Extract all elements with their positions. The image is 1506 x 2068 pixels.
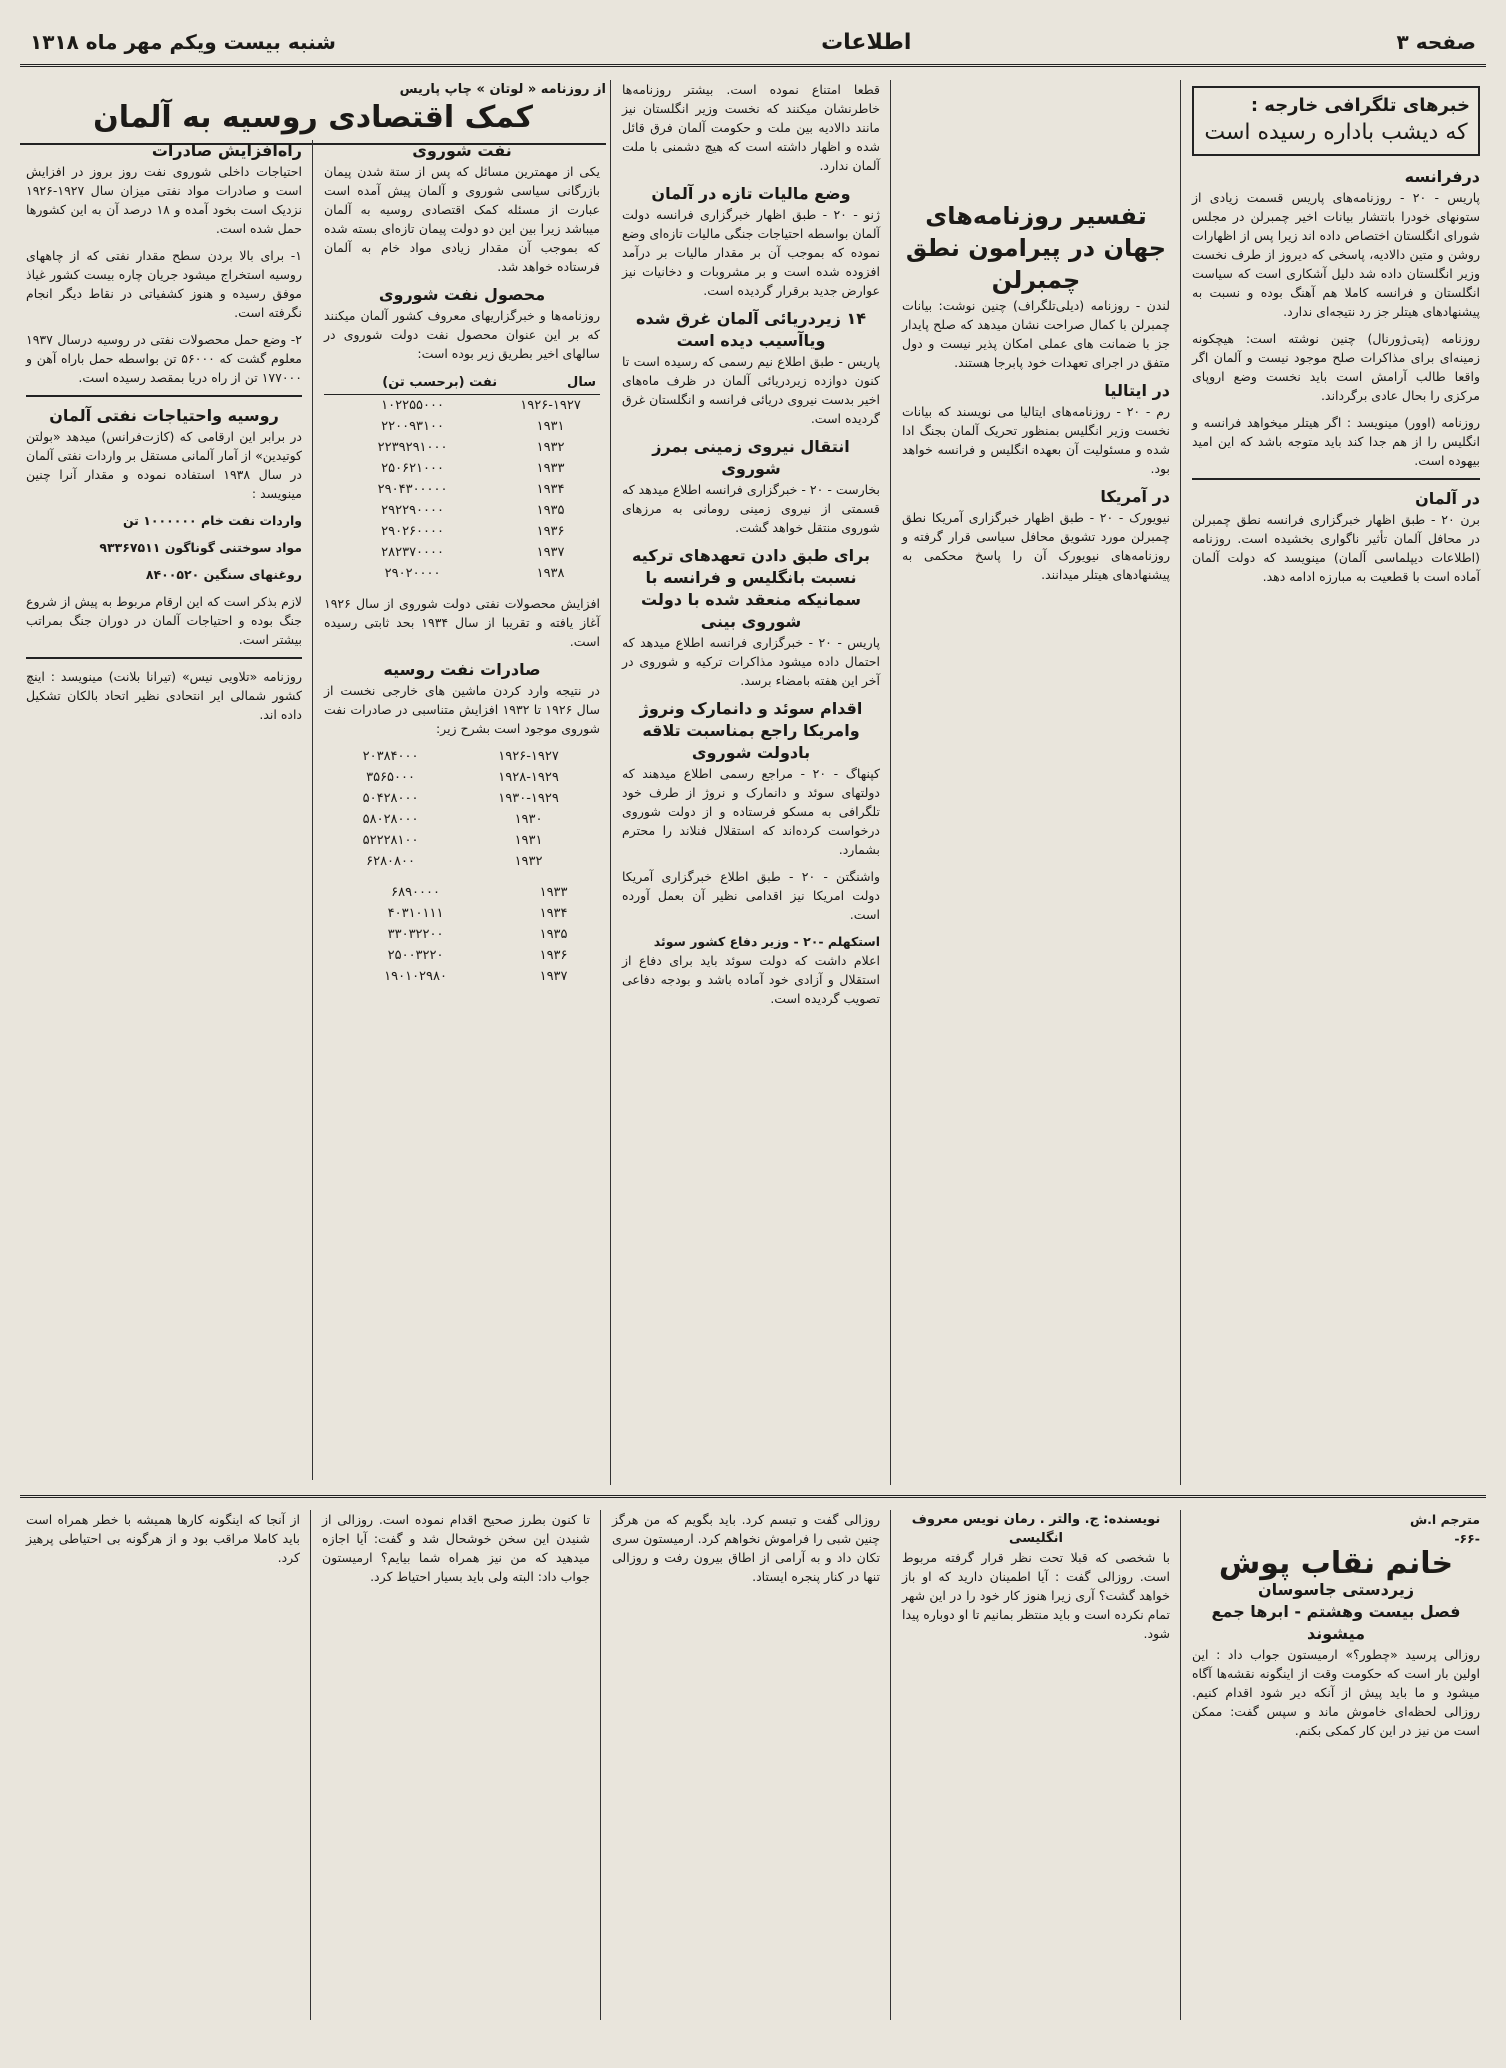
- table-row: [324, 851, 600, 872]
- table-row: [324, 542, 600, 563]
- table-cell: ۱۹۳۰-۱۹۲۹: [498, 791, 559, 806]
- economy-column-right: [318, 140, 606, 1480]
- table-row: [324, 458, 600, 479]
- serial-translator: مترجم ا.ش: [1409, 1512, 1480, 1527]
- table-cell: ۱۹۲۸-۱۹۲۹: [498, 770, 559, 785]
- table-cell: ۵۰۴۲۸۰۰۰: [362, 791, 419, 806]
- table-cell: ۲۸۲۳۷۰۰۰۰: [381, 545, 444, 560]
- serial-chapter: فصل بیست وهشتم - ابرها جمع میشوند: [1211, 1602, 1461, 1643]
- column-rule: [310, 1510, 311, 2020]
- serial-column-2: [896, 1510, 1176, 2020]
- column-rule: [610, 80, 611, 1485]
- table-row: [324, 788, 600, 809]
- nordic-headline: اقدام سوئد و دانمارک ونروژ وامریکا راجع بمناسبت تلاقه بادولت شوروی: [639, 699, 863, 762]
- table-row: [324, 945, 600, 966]
- table-cell: ۱۹۳۷: [539, 969, 568, 984]
- serial-credits: [1192, 1510, 1480, 1529]
- serial-text: روزالی گفت و تبسم کرد. باید بگویم که من هرگز چنین شبی را فراموش نخواهم کرد. ارمیستون سری تکان داد و به آرامی از اطاق بیرون رفت و روزالی تنها در کنار پنجره ایستاد.: [612, 1512, 880, 1584]
- table-cell: ۲۹۰۲۰۰۰۰: [384, 566, 441, 581]
- table-row: [324, 437, 600, 458]
- serial-column-5: [20, 1510, 306, 2020]
- production-col-tons: نفت (برحسب تن): [324, 371, 501, 395]
- table-cell: ۱۹۲۶-۱۹۲۷: [520, 398, 581, 413]
- serial-author: نویسنده: ج. والتر . رمان نویس معروف انگلیسی: [911, 1512, 1161, 1546]
- germany-body: برن ۲۰ - طبق اظهار خبرگزاری فرانسه نطق چمبرلن در محافل آلمان تأثیر ناگواری بخشیده است. روزنامه (اطلاعات دیپلماسی آلمان) مینویسد که دولت آلمان آماده است با قطعیت به مبارزه ادامه دهد.: [1192, 512, 1480, 584]
- table-cell: ۱۹۳۵: [539, 927, 568, 942]
- growth-body: احتیاجات داخلی شوروی نفت روز بروز در افزایش است و صادرات مواد نفتی میزان سال ۱۹۲۷-۱۹۲۶ نزدیک است بخود آمده و ۱۸ درصد آن به این کشورها حمل شده است.: [26, 164, 302, 236]
- exports-body: در نتیجه وارد کردن ماشین های خارجی نخست از سال ۱۹۲۶ تا ۱۹۳۲ افزایش متناسبی در صادرات نفت شوروی موجود است بشرح زیر:: [324, 683, 600, 736]
- table-row: [324, 903, 600, 924]
- table-row: [324, 746, 600, 767]
- column-rule: [312, 140, 313, 1480]
- divider: [1192, 478, 1480, 480]
- france-body: پاریس - ۲۰ - روزنامه‌های پاریس قسمت زیادی از ستونهای خودرا بانتشار بیانات اخیر چمبرلن در مجلس شورای انگلستان اختصاص داده اند زیرا پس از اظهارات روشن و متین دالادیه، پاسخی که دیروز از طرف نخست وزیر انگلستان داده شد دلیل آشکاری است که سیاست انگلستان و فرانسه کاملا هم آهنگ بوده و نسبت به پیشنهادهای هیتلر جز رد نتیجه‌ای ندارد.: [1192, 190, 1480, 319]
- exports-table: [324, 746, 600, 872]
- table-cell: ۴۰۳۱۰۱۱۱: [387, 906, 444, 921]
- turkey-body: پاریس - ۲۰ - خبرگزاری فرانسه اطلاع میدهد که احتمال داده میشود مذاکرات ترکیه و شوروی در آخر این هفته بامضاء برسد.: [622, 635, 880, 688]
- table-cell: ۳۳۰۳۲۲۰۰: [387, 927, 444, 942]
- newspaper-page: [20, 20, 1486, 2028]
- serial-column-3: [606, 1510, 886, 2020]
- production-note: افزایش محصولات نفتی دولت شوروی از سال ۱۹۲۶ آغاز یافته و تقریبا از سال ۱۹۳۴ بحد ثابتی رسیده است.: [324, 596, 600, 649]
- table-cell: ۱۹۳۶: [539, 948, 568, 963]
- oil-body: یکی از مهمترین مسائل که پس از ستة شدن پیمان بازرگانی سیاسی شوروی و آلمان پیش آمده است عبارت از مسئله کمک اقتصادی روسیه به آلمان میباشد زیرا بین این دو دولت پیمان تازه‌ای بسته شده که بموجب آن مقدار زیادی مواد خام به آلمان فرستاده خواهد شد.: [324, 164, 600, 274]
- table-row: [324, 521, 600, 542]
- table-cell: ۱۹۳۲: [536, 440, 565, 455]
- masthead: [20, 20, 1486, 67]
- table-row: [324, 809, 600, 830]
- serial-text: روزالی پرسید «چطور؟» ارمیستون جواب داد : این اولین بار است که حکومت وقت از اینگونه نقشه‌ها آگاه میشود و ما باید پیش از آنکه دیر شود اقدام کنیم. روزالی لحظه‌ای خاموش ماند و سپس گفت: ممکن است من نیز در این کار کمکی بکنم.: [1192, 1647, 1480, 1738]
- divider: [26, 657, 302, 659]
- washington-body: واشنگتن - ۲۰ - طبق اطلاع خبرگزاری آمریکا دولت امریکا نیز اقدامی نظیر آن بعمل آورده است.: [622, 869, 881, 922]
- france-body-3: روزنامه (اوور) مینویسد : اگر هیتلر میخواهد فرانسه و انگلیس را از هم جدا کند باید متوجه باشد که این امید بیهوده است.: [1192, 415, 1480, 468]
- column-rule: [890, 1510, 891, 2020]
- table-cell: ۲۵۰۰۳۲۲۰: [387, 948, 444, 963]
- page-number: صفحه ۳: [1396, 30, 1476, 54]
- italy-body: رم - ۲۰ - روزنامه‌های ایتالیا می نویسند که بیانات نخست وزیر انگلیس بمنظور تحریک آلمان بجنگ ادا شده و مسئولیت آن بعهده انگلیس و فرانسه خواهد بود.: [902, 404, 1170, 476]
- paper-name: اطلاعات: [821, 29, 912, 55]
- table-cell: ۱۹۳۴: [539, 906, 568, 921]
- table-cell: ۳۵۶۵۰۰۰: [366, 770, 415, 785]
- table-row: [324, 416, 600, 437]
- table-cell: ۱۹۲۶-۱۹۲۷: [498, 749, 559, 764]
- notice-text: روزنامه «تلاویی نیس» (تیرانا بلانت) مینویسد : اینچ کشور شمالی ایر انتحادی نظیر اتحاد بالکان تشکیل داده اند.: [26, 669, 302, 722]
- germany-label: در آلمان: [1415, 489, 1480, 508]
- table-row: [324, 966, 600, 987]
- production-col-year: سال: [501, 371, 600, 395]
- serial-title: خانم‌ نقاب پوش: [1218, 1546, 1454, 1581]
- table-cell: ۲۲۰۰۹۳۱۰۰: [381, 419, 444, 434]
- needs-body: در برابر این ارقامی که (کازت‌فرانس) میدهد «بولتن کوتیدین» از آمار آلمانی مستقل بر واردات نفتی آلمان در سال ۱۹۳۸ استفاده نموده و مقدار آنرا چنین مینویسد :: [25, 429, 302, 501]
- table-cell: ۱۹۳۵: [536, 503, 565, 518]
- production-table: [324, 371, 600, 584]
- table-cell: ۲۹۰۲۶۰۰۰۰: [381, 524, 444, 539]
- table-cell: ۱۹۳۷: [536, 545, 565, 560]
- exports-table-2: [324, 882, 600, 987]
- production-body: روزنامه‌ها و خبرگزاریهای معروف کشور آلمان میکنند که بر این عنوان محصول نفت دولت شوروی در سالهای اخیر بطریق زیر بوده است:: [324, 308, 600, 361]
- foreign-news-headline: تفسیر روزنامه‌های جهان در پیرامون نطق چمبرلن: [905, 202, 1167, 294]
- divider: [26, 395, 302, 397]
- table-cell: ۱۹۳۶: [536, 524, 565, 539]
- england-body: لندن - روزنامه (دیلی‌تلگراف) چنین نوشت: بیانات چمبرلن با کمال صراحت نشان میدهد که صلح پایدار جز با ضمانت های عملی امکان پذیر نیست و دول متفق در اجرای تعهدات خود پابرجا هستند.: [902, 298, 1170, 370]
- nordic-body: کپنهاگ - ۲۰ - مراجع رسمی اطلاع میدهند که دولتهای سوئد و دانمارک و نروژ از طرف خود تلگرافی به مسکو فرستاده و از دولت شوروی درخواست کرده‌اند که استقلال فنلاند را محترم بشمارد.: [622, 766, 880, 857]
- production-headline: محصول نفت شوروی: [378, 285, 546, 304]
- foreign-news-box: [1192, 86, 1480, 156]
- serial-story-band: [20, 1495, 1486, 2031]
- column-rule: [890, 80, 891, 1485]
- table-row: [324, 395, 600, 417]
- table-cell: ۱۹۳۲: [514, 854, 543, 869]
- serial-column-4: [316, 1510, 596, 2020]
- column-foreign-news-a: [1186, 80, 1486, 1485]
- table-row: [324, 500, 600, 521]
- stockholm-headline: استکهلم -۲۰ - وزیر دفاع کشور سوئد: [653, 934, 880, 949]
- italy-label: در ایتالیا: [1104, 381, 1170, 400]
- serial-text: تا کنون بطرز صحیح اقدام نموده است. روزالی از شنیدن این سخن خوشحال شد و گفت: آیا اجازه میدهید که من نیز همراه شما بیایم؟ ارمیستون جواب داد: البته ولی باید بسیار احتیاط کرد.: [322, 1512, 590, 1584]
- economy-column-left: [20, 140, 308, 1480]
- table-cell: ۵۸۰۲۸۰۰۰: [362, 812, 419, 827]
- foreign-news-kicker: خبرهای تلگرافی خارجه :: [1250, 95, 1470, 116]
- serial-number: -۶۶-: [1454, 1531, 1480, 1546]
- table-cell: ۶۲۸۰۸۰۰: [366, 854, 415, 869]
- table-cell: ۱۹۳۱: [514, 833, 543, 848]
- france-label: درفرانسه: [1404, 167, 1480, 186]
- table-cell: ۱۰۲۲۵۵۰۰۰: [381, 398, 444, 413]
- growth-headline: راه‌افزایش صادرات: [151, 141, 302, 160]
- needs-item: روغنهای سنگین ۸۴۰۰۵۲۰: [145, 567, 302, 582]
- column-rule: [1180, 80, 1181, 1485]
- table-row: [324, 767, 600, 788]
- france-body-2: روزنامه (پتی‌ژورنال) چنین نوشته است: هیچکونه زمینه‌ای برای مذاکرات صلح موجود نیست و آلمان اگر واقعا طالب آرامش است باید نخست وضع اروپای مرکزی را بحال عادی برگرداند.: [1192, 331, 1480, 403]
- middle-intro: قطعا امتناع نموده است. بیشتر روزنامه‌ها خاطرنشان میکنند که نخست وزیر انگلستان نیز مانند دالادیه بین ملت و حکومت آلمان فرق قائل شده و اظهار داشته است که هیچ دشمنی با ملت آلمان ندارد.: [622, 82, 880, 173]
- column-middle-news: [616, 80, 886, 1485]
- table-cell: ۲۹۰۴۳۰۰۰۰۰: [377, 482, 448, 497]
- needs-body-2: لازم بذکر است که این ارقام مربوط به پیش از شروع جنگ بوده و احتیاجات آلمان در دوران جنگ بمراتب بیشتر است.: [26, 594, 302, 647]
- table-cell: ۱۹۳۴: [536, 482, 565, 497]
- needs-item: مواد سوختنی گوناگون ۹۳۳۶۷۵۱۱: [99, 540, 302, 555]
- economy-source: از روزنامه « لوتان » چاپ پاریس: [399, 82, 606, 97]
- table-cell: ۲۵۰۶۲۱۰۰۰: [381, 461, 444, 476]
- column-rule: [1180, 1510, 1181, 2020]
- serial-text: از آنجا که اینگونه کارها همیشه با خطر همراه است باید کاملا مراقب بود و از هرگونه بی احتیاطی پرهیز کرد.: [26, 1512, 300, 1565]
- table-row: [324, 479, 600, 500]
- foreign-news-subtitle: که دیشب باداره رسیده است: [1204, 120, 1468, 145]
- table-row: [324, 882, 600, 903]
- issue-date: شنبه بیست ویکم مهر ماه ۱۳۱۸: [30, 30, 336, 54]
- serial-header-column: [1186, 1510, 1486, 2020]
- turkey-headline: برای طبق دادن تعهدهای ترکیه نسبت بانگلیس و فرانسه با سمانیکه منعقد شده با دولت شوروی بینی: [631, 546, 871, 631]
- table-cell: ۲۹۲۲۹۰۰۰۰: [381, 503, 444, 518]
- serial-text: با شخصی که قبلا تحت نظر قرار گرفته مربوط است. روزالی گفت : آیا اطمینان دارید که او باز خواهد گشت؟ آری زیرا هنوز کار خود را در این شهر تمام نکرده است و باید منتظر بمانیم تا او دوباره پیدا شود.: [902, 1550, 1170, 1641]
- needs-item: واردات نفت خام ۱۰۰۰۰۰۰ تن: [122, 513, 302, 528]
- table-cell: ۶۸۹۰۰۰۰: [391, 885, 440, 900]
- taxes-headline: وضع مالیات تازه در آلمان: [651, 184, 851, 203]
- oil-headline: نفت شوروی: [412, 141, 512, 160]
- table-cell: ۱۹۰۱۰۲۹۸۰: [384, 969, 447, 984]
- table-cell: ۱۹۳۳: [536, 461, 565, 476]
- table-row: [324, 924, 600, 945]
- needs-headline: روسیه واحتیاجات نفتی آلمان: [49, 406, 279, 425]
- table-cell: ۵۲۲۲۸۱۰۰: [362, 833, 419, 848]
- taxes-body: ژنو - ۲۰ - طبق اظهار خبرگزاری فرانسه دولت آلمان بواسطه احتیاجات جنگی مالیات تازه‌ای وضع نموده که بموجب آن بر مقدار مالیات بر درآمد افزوده شده است و بر مشروبات و دخانیات نیز عوارض جدید برقرار گردیده است.: [622, 207, 880, 298]
- table-cell: ۱۹۳۳: [539, 885, 568, 900]
- exports-headline: صادرات نفت روسیه: [383, 660, 541, 679]
- table-cell: ۲۲۳۹۲۹۱۰۰۰: [377, 440, 448, 455]
- column-rule: [600, 1510, 601, 2020]
- submarines-headline: ۱۴ زیردریائی آلمان غرق شده ویاآسیب دیده است: [635, 309, 867, 350]
- serial-subtitle: زیردستی جاسوسان: [1257, 1580, 1415, 1599]
- economy-headline: کمک اقتصادی روسیه به آلمان: [20, 99, 606, 145]
- troops-headline: انتقال نیروی زمینی بمرز شوروی: [652, 437, 850, 478]
- table-row: [324, 563, 600, 584]
- america-body: نیویورک - ۲۰ - طبق اظهار خبرگزاری آمریکا نطق چمبرلن مورد تشویق محافل سیاسی قرار گرفته و روزنامه‌های نیویورک آن را پاسخ محکمی به پیشنهادهای هیتلر میدانند.: [902, 510, 1170, 582]
- america-label: در آمریکا: [1100, 487, 1170, 506]
- table-cell: ۲۰۳۸۴۰۰۰: [362, 749, 419, 764]
- economic-article: [20, 80, 606, 1485]
- table-cell: ۱۹۳۸: [536, 566, 565, 581]
- stockholm-body: اعلام داشت که دولت سوئد باید برای دفاع از استقلال و آزادی خود آماده باشد و بودجه دفاعی تصویب گردیده است.: [622, 953, 880, 1006]
- table-row: [324, 830, 600, 851]
- table-cell: ۱۹۳۰: [514, 812, 543, 827]
- column-foreign-news-b: [896, 80, 1176, 1485]
- table-cell: ۱۹۳۱: [536, 419, 565, 434]
- troops-body: بخارست - ۲۰ - خبرگزاری فرانسه اطلاع میدهد که قسمتی از نیروی زمینی رومانی به مرزهای شوروی منتقل خواهد گشت.: [622, 482, 880, 535]
- growth-body-2: ۱- برای بالا بردن سطح مقدار نفتی که از چاههای روسیه استخراج میشود جریان چاره بیست کشور غیاذ موفق رسیده و هنوز کشفیاتی در نقاط دیگر انجام نگرفته است.: [26, 248, 302, 320]
- submarines-body: پاریس - طبق اطلاع نیم رسمی که رسیده است تا کنون دوازده زیردریائی آلمان در ظرف ماه‌های اخیر بدست نیروی دریائی فرانسه و انگلستان غرق گردیده است.: [622, 354, 880, 426]
- growth-body-3: ۲- وضع حمل محصولات نفتی در روسیه درسال ۱۹۳۷ معلوم گشت که ۵۶۰۰۰ تن بواسطه حمل باراه آهن و ۱۷۷۰۰۰ تن از راه دریا بمقصد رسیده است.: [26, 332, 302, 385]
